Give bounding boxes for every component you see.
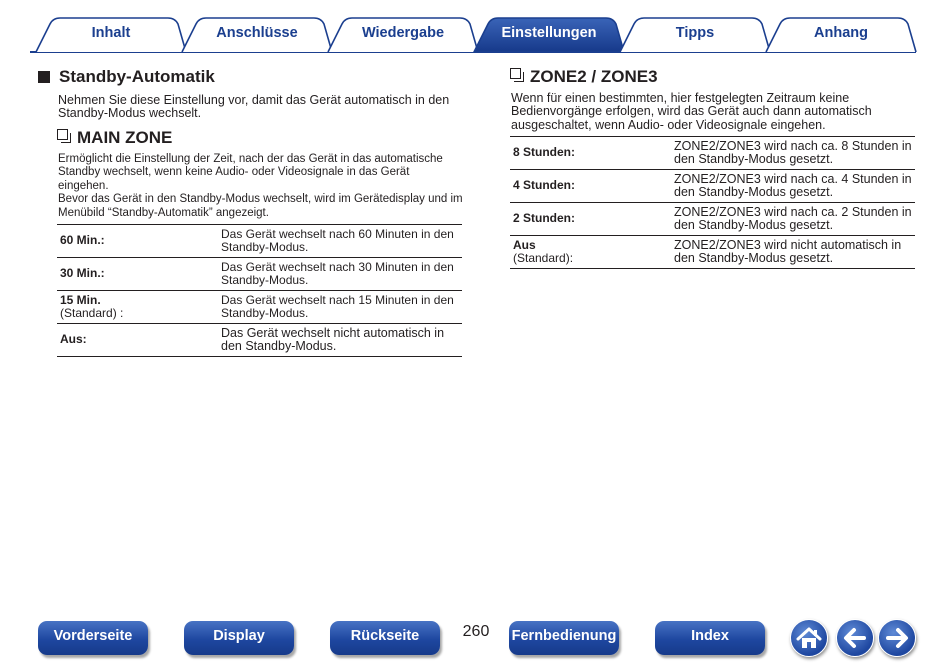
- table-row: [57, 324, 462, 357]
- option-key: Aus:: [57, 324, 218, 357]
- home-button[interactable]: [790, 619, 828, 657]
- page-number: 260: [462, 623, 490, 640]
- remote-control-button[interactable]: Fernbedienung: [509, 621, 619, 655]
- tab-tipps[interactable]: Tipps: [675, 25, 715, 41]
- option-key-sub: (Standard) :: [60, 306, 124, 320]
- table-row: [510, 170, 915, 203]
- table-row: [510, 203, 915, 236]
- square-bullet-icon: [38, 71, 50, 83]
- table-row: [57, 225, 462, 258]
- standby-title-text: Standby-Automatik: [59, 67, 215, 86]
- tab-inhalt[interactable]: Inhalt: [91, 25, 131, 41]
- checkbox-bullet-icon: [57, 129, 68, 140]
- zone-title-text: ZONE2 / ZONE3: [530, 67, 658, 86]
- back-button[interactable]: [836, 619, 874, 657]
- option-key-main: Aus: [513, 237, 536, 252]
- main-zone-table: [57, 224, 462, 357]
- option-key-main: 15 Min.: [60, 292, 101, 307]
- tab-bar: [0, 0, 950, 60]
- index-button[interactable]: Index: [655, 621, 765, 655]
- table-row: [510, 137, 915, 170]
- zone-description: Wenn für einen bestimmten, hier festgelegten Zeitraum keine Bedienvorgänge erfolgen, wird das Gerät auch dann automatisch ausgeschaltet, wenn Audio- oder Videosignale eingehen.: [511, 91, 872, 132]
- forward-button[interactable]: [878, 619, 916, 657]
- table-row: [57, 258, 462, 291]
- section-title-standby: [38, 67, 215, 87]
- standby-intro: Nehmen Sie diese Einstellung vor, damit das Gerät automatisch in den Standby-Modus wechselt.: [58, 93, 450, 121]
- main-zone-desc-2: Bevor das Gerät in den Standby-Modus wechselt, wird im Gerätedisplay und im Menübild “Standby-Automatik” angezeigt.: [58, 193, 463, 219]
- option-key: [57, 291, 218, 324]
- option-value: Das Gerät wechselt nach 30 Minuten in den Standby-Modus.: [218, 258, 462, 291]
- option-value: ZONE2/ZONE3 wird nach ca. 2 Stunden in den Standby-Modus gesetzt.: [671, 203, 915, 236]
- rear-panel-button[interactable]: Rückseite: [330, 621, 440, 655]
- option-key: 60 Min.:: [57, 225, 218, 258]
- arrow-left-icon: [837, 620, 873, 656]
- option-value: Das Gerät wechselt nicht automatisch in den Standby-Modus.: [218, 324, 462, 357]
- home-icon: [791, 620, 827, 656]
- section-title-main-zone: [57, 128, 172, 148]
- option-key: 30 Min.:: [57, 258, 218, 291]
- option-key: [510, 236, 671, 269]
- option-key: 2 Stunden:: [510, 203, 671, 236]
- tab-einstellungen[interactable]: Einstellungen: [501, 25, 597, 41]
- option-value: ZONE2/ZONE3 wird nicht automatisch in den Standby-Modus gesetzt.: [671, 236, 915, 269]
- main-zone-description: [58, 153, 463, 220]
- main-zone-desc-1: Ermöglicht die Einstellung der Zeit, nach der das Gerät in das automatische Standby wechselt, wenn keine Audio- oder Videosignale in das Gerät eingehen.: [58, 153, 443, 192]
- option-value: Das Gerät wechselt nach 15 Minuten in den Standby-Modus.: [218, 291, 462, 324]
- display-button[interactable]: Display: [184, 621, 294, 655]
- option-value: Das Gerät wechselt nach 60 Minuten in den Standby-Modus.: [218, 225, 462, 258]
- tab-wiedergabe[interactable]: Wiedergabe: [361, 25, 445, 41]
- arrow-right-icon: [879, 620, 915, 656]
- front-panel-button[interactable]: Vorderseite: [38, 621, 148, 655]
- option-key-sub: (Standard):: [513, 251, 574, 265]
- option-key: 8 Stunden:: [510, 137, 671, 170]
- table-row: [510, 236, 915, 269]
- checkbox-bullet-icon: [510, 68, 521, 79]
- option-value: ZONE2/ZONE3 wird nach ca. 4 Stunden in den Standby-Modus gesetzt.: [671, 170, 915, 203]
- option-key: 4 Stunden:: [510, 170, 671, 203]
- zone-table: [510, 136, 915, 269]
- main-zone-title-text: MAIN ZONE: [77, 128, 173, 147]
- section-title-zone2-zone3: [510, 67, 658, 87]
- tab-anhang[interactable]: Anhang: [814, 25, 868, 41]
- tab-anschluesse[interactable]: Anschlüsse: [216, 25, 298, 41]
- option-value: ZONE2/ZONE3 wird nach ca. 8 Stunden in den Standby-Modus gesetzt.: [671, 137, 915, 170]
- table-row: [57, 291, 462, 324]
